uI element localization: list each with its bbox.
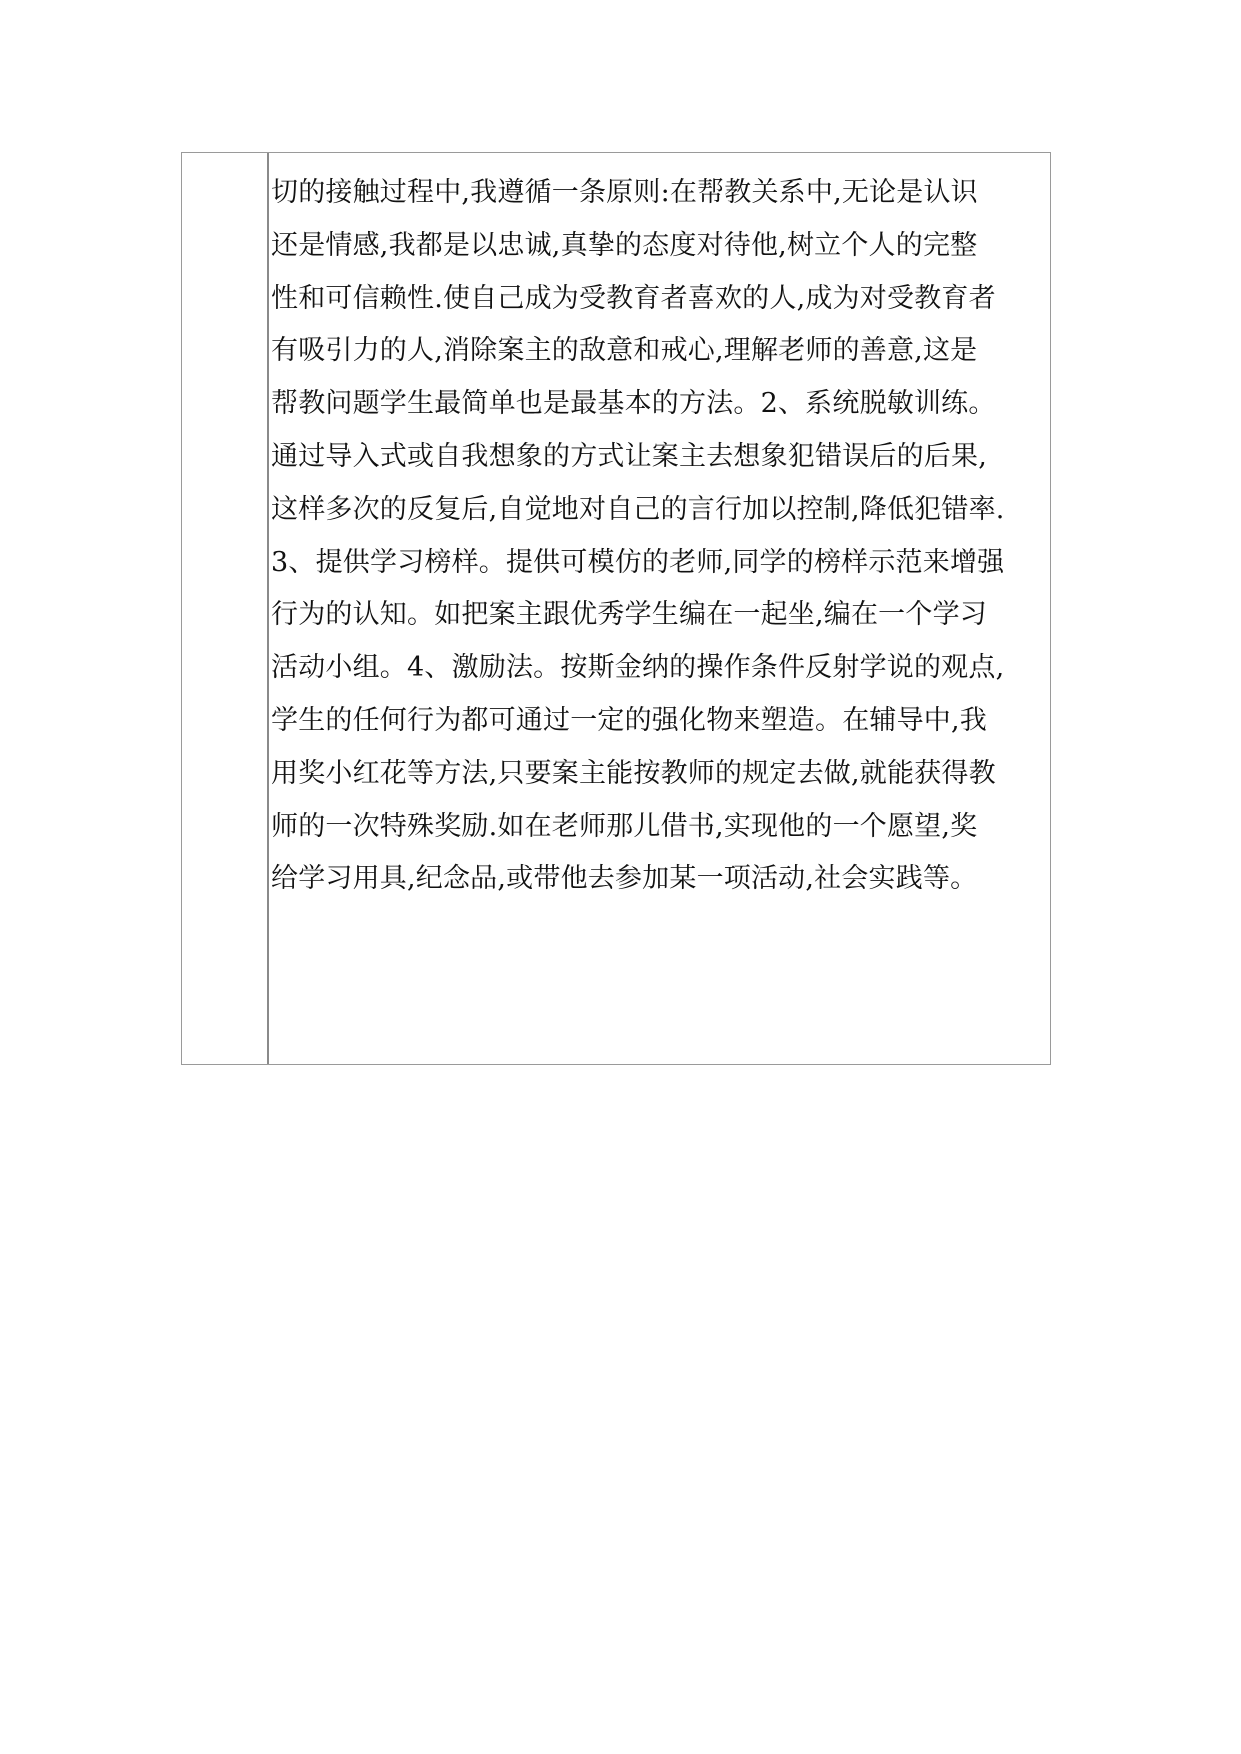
table-text-cell [269,153,1050,1064]
text-line: 用奖小红花等方法,只要案主能按教师的规定去做,就能获得教 [271,757,996,789]
text-line: 这样多次的反复后,自觉地对自己的言行加以控制,降低犯错率. [271,493,1005,525]
table-left-cell [182,153,269,1064]
text-line: 还是情感,我都是以忠诚,真挚的态度对待他,树立个人的完整 [271,229,978,261]
text-line: 给学习用具,纪念品,或带他去参加某一项活动,社会实践等。 [271,863,978,895]
text-line: 帮教问题学生最简单也是最基本的方法。2、系统脱敏训练。 [271,388,996,420]
text-line: 切的接触过程中,我遵循一条原则:在帮教关系中,无论是认识 [271,177,978,208]
text-line: 行为的认知。如把案主跟优秀学生编在一起坐,编在一个学习 [271,599,987,631]
text-line: 学生的任何行为都可通过一定的强化物来塑造。在辅导中,我 [271,704,987,736]
text-line: 性和可信赖性.使自己成为受教育者喜欢的人,成为对受教育者 [271,282,996,314]
text-line: 3、提供学习榜样。提供可模仿的老师,同学的榜样示范来增强 [271,546,1005,578]
text-line: 活动小组。4、激励法。按斯金纳的操作条件反射学说的观点, [271,652,1005,684]
document-table [181,152,1051,1065]
text-line: 通过导入式或自我想象的方式让案主去想象犯错误后的后果, [271,440,987,472]
text-line: 师的一次特殊奖励.如在老师那儿借书,实现他的一个愿望,奖 [271,810,978,842]
text-line: 有吸引力的人,消除案主的敌意和戒心,理解老师的善意,这是 [271,335,978,367]
